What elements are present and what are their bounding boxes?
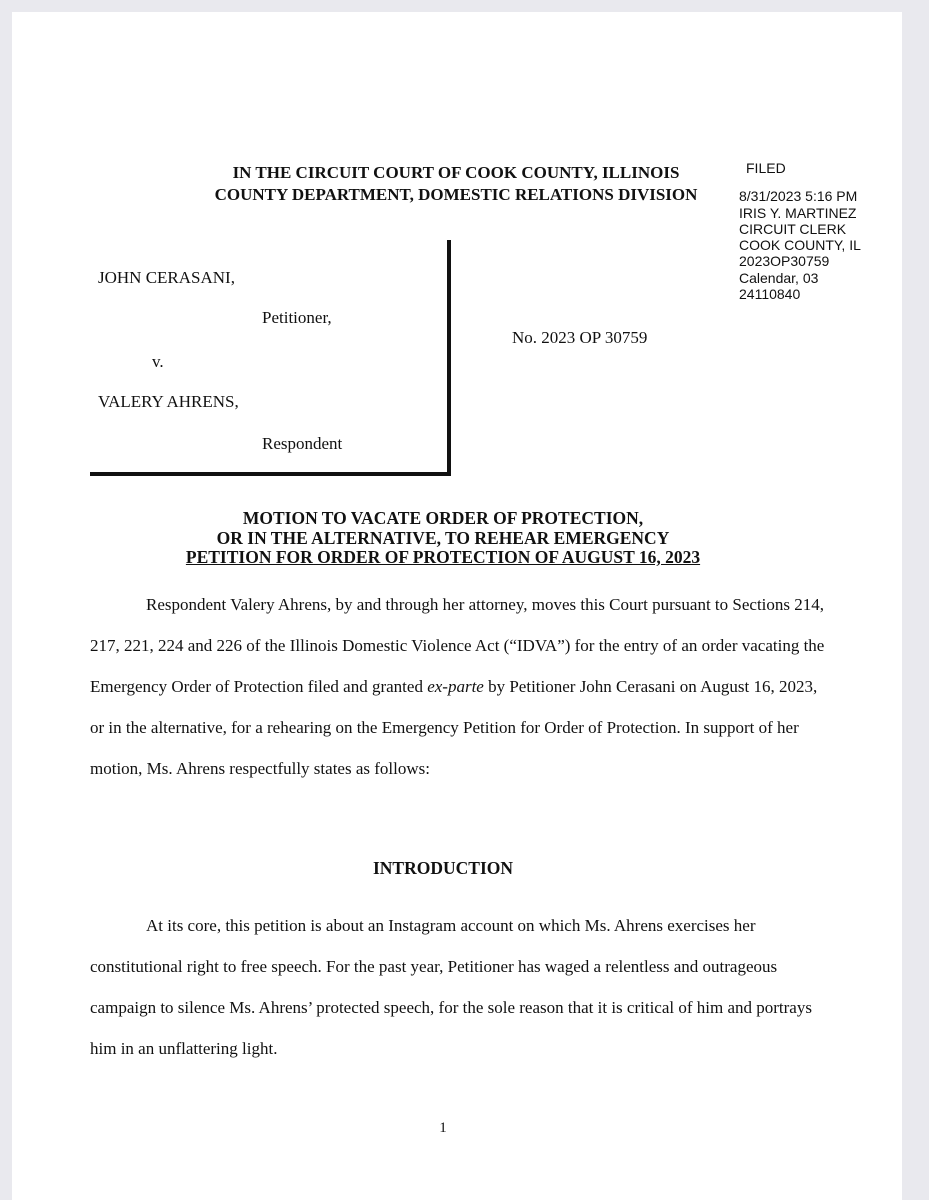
case-number: No. 2023 OP 30759 [512,328,648,347]
motion-opening-paragraph [90,584,830,789]
paragraph-text: by Petitioner John Cerasani on August 16, 2023, or in the alternative, for a rehearing on the Emergency Petition for Order of Protection. In support of her motion, Ms. Ahrens respectfully states as follows: [90,677,818,778]
petitioner-name: JOHN CERASANI, [98,268,235,287]
stamp-line: CIRCUIT CLERK [739,220,847,237]
versus: v. [152,352,164,371]
motion-title [12,509,874,568]
stamp-line: COOK COUNTY, IL [739,237,861,254]
stamp-line: 24110840 [739,286,801,303]
court-heading-line2: COUNTY DEPARTMENT, DOMESTIC RELATIONS DIVISION [214,185,698,204]
stamp-line: 8/31/2023 5:16 PM [739,188,858,205]
petitioner-role: Petitioner, [262,308,332,327]
motion-title-line3: PETITION FOR ORDER OF PROTECTION OF AUGUST 16, 2023 [185,547,701,567]
introduction-paragraph [90,905,830,1069]
respondent-role: Respondent [262,434,343,453]
court-heading-line1: IN THE CIRCUIT COURT OF COOK COUNTY, ILLINOIS [232,163,680,182]
motion-title-line2: OR IN THE ALTERNATIVE, TO REHEAR EMERGENCY [216,527,670,548]
stamp-line: Calendar, 03 [739,269,819,286]
document-page [12,12,902,1200]
page-number: 1 [439,1120,447,1136]
filing-stamp [739,160,861,302]
section-heading-introduction: INTRODUCTION [372,858,514,878]
respondent-name: VALERY AHRENS, [98,392,239,411]
paragraph-italic-term: ex-parte [427,677,484,696]
stamp-line: 2023OP30759 [739,253,830,270]
filed-label: FILED [746,160,786,176]
motion-title-line1: MOTION TO VACATE ORDER OF PROTECTION, [242,508,644,528]
paragraph-text: Respondent Valery Ahrens, by and through her attorney, moves this Court pursuant to Sections 214, 217, 221, 224 and 226 of the Illinois Domestic Violence Act (“IDVA”) for the entry of an order vacating the Emergency Order of Protection filed and granted [90,595,825,696]
stamp-line: IRIS Y. MARTINEZ [739,204,857,221]
introduction-text: At its core, this petition is about an Instagram account on which Ms. Ahrens exercises her constitutional right to free speech. For the past year, Petitioner has waged a relentless and outrageous campaign to silence Ms. Ahrens’ protected speech, for the sole reason that it is critical of him and portrays him in an unflattering light. [90,916,812,1058]
